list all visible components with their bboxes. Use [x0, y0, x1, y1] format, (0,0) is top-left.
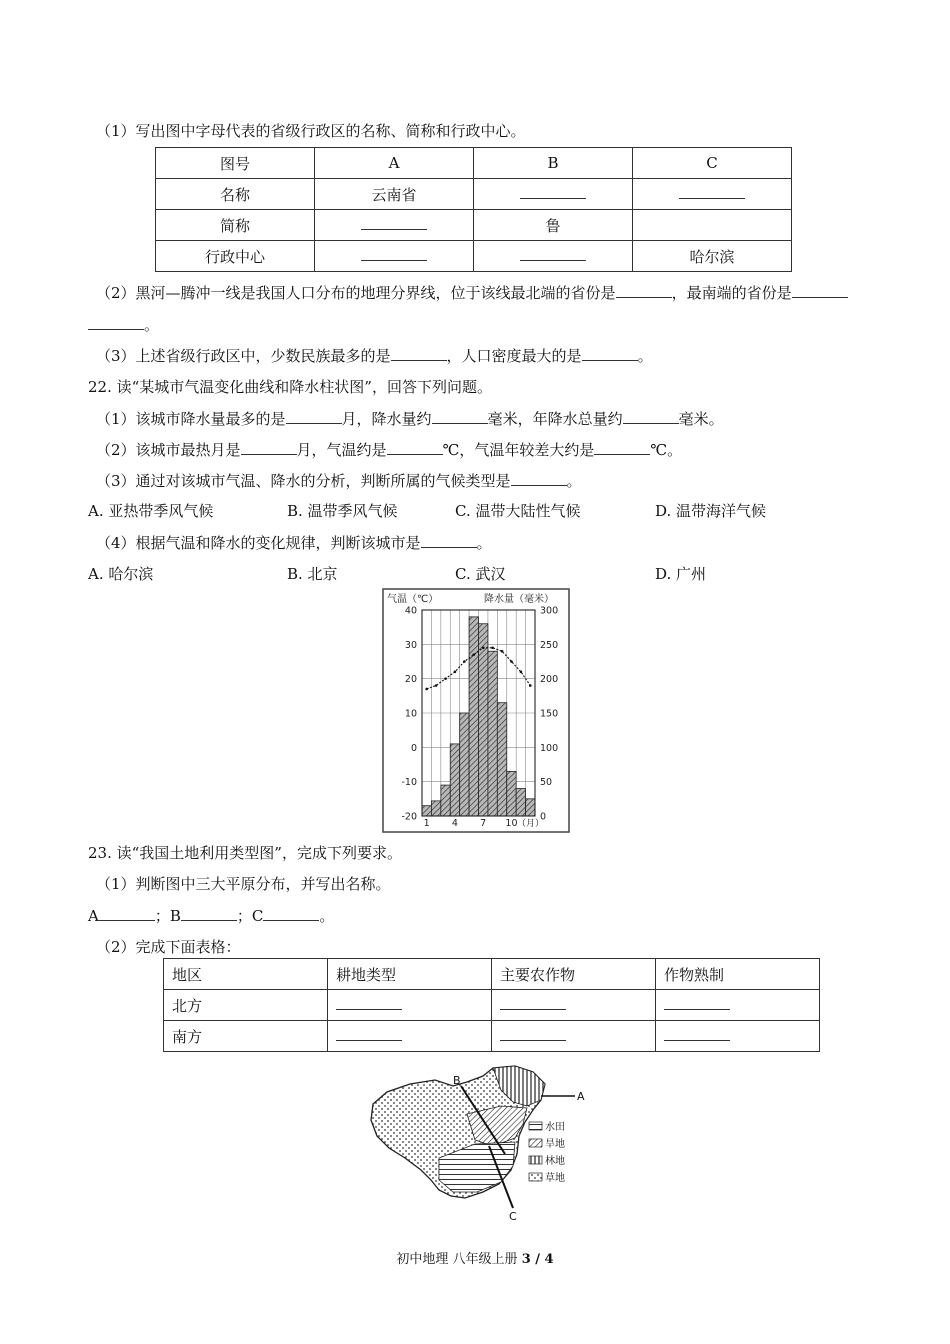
- q21-table: [155, 147, 792, 272]
- answer-blank[interactable]: [582, 346, 638, 361]
- q23-p1-end: 。: [319, 907, 335, 925]
- option-d[interactable]: D. 温带海洋气候: [655, 502, 767, 520]
- option-c[interactable]: C. 武汉: [455, 565, 506, 583]
- answer-blank[interactable]: [88, 315, 144, 330]
- legend-grass: 草地: [545, 1173, 565, 1184]
- option-a[interactable]: A. 哈尔滨: [88, 565, 154, 583]
- y-left-tick-label: 40: [404, 605, 417, 617]
- answer-blank[interactable]: [315, 241, 474, 272]
- temperature-point: [482, 646, 485, 649]
- q22-part2: [96, 439, 682, 460]
- legend-dryland-swatch: [529, 1139, 542, 1147]
- q23-title: 23. 读“我国土地利用类型图”，完成下列要求。: [88, 844, 402, 862]
- cell-value: 哈尔滨: [633, 241, 792, 272]
- precip-bar: [431, 801, 440, 816]
- answer-blank[interactable]: [511, 471, 567, 486]
- option-c[interactable]: C. 温带大陆性气候: [455, 502, 581, 520]
- precip-bar: [441, 785, 450, 816]
- table-header: 耕地类型: [328, 959, 492, 990]
- y-right-tick-label: 150: [540, 708, 559, 720]
- q22-title: 22. 读“某城市气温变化曲线和降水柱状图”，回答下列问题。: [88, 378, 492, 396]
- table-row: [156, 179, 792, 210]
- q22-p4-end: 。: [476, 534, 492, 552]
- option-d[interactable]: D. 广州: [655, 565, 707, 583]
- table-row: [164, 1021, 820, 1052]
- q22-part3: [96, 470, 582, 491]
- x-tick-label: 7: [480, 818, 487, 829]
- chart-title-left: 气温（℃）: [387, 594, 439, 605]
- x-tick-label: 10: [505, 818, 518, 829]
- map-label-c: C: [509, 1210, 517, 1222]
- answer-blank[interactable]: [474, 241, 633, 272]
- answer-blank[interactable]: [792, 283, 848, 298]
- y-left-tick-label: -10: [401, 777, 417, 789]
- precip-bar: [507, 771, 516, 816]
- q22-p3-text-a: （3）通过对该城市气温、降水的分析，判断所属的气候类型是: [96, 472, 511, 490]
- answer-blank[interactable]: [492, 990, 656, 1021]
- answer-blank[interactable]: [623, 409, 679, 424]
- q22-p3-end: 。: [566, 472, 582, 490]
- answer-blank[interactable]: [387, 440, 443, 455]
- cell-value: 云南省: [315, 179, 474, 210]
- precip-bar: [469, 617, 478, 816]
- q21-part2-cont: [88, 314, 159, 335]
- q21-part3-end: 。: [637, 347, 653, 365]
- chart-title-right: 降水量（毫米）: [484, 594, 554, 605]
- precip-bar: [460, 713, 469, 816]
- q22-p1-text-d: 毫米。: [678, 410, 724, 428]
- q22-p2-text-b: 月，气温约是: [296, 441, 387, 459]
- temperature-point: [454, 671, 457, 674]
- row-label: 简称: [156, 210, 315, 241]
- legend-forest-swatch: [529, 1156, 542, 1164]
- answer-blank[interactable]: [181, 906, 237, 921]
- row-label: 名称: [156, 179, 315, 210]
- table-row: [164, 990, 820, 1021]
- precip-bar: [526, 799, 535, 816]
- temperature-point: [491, 646, 494, 649]
- precip-bar: [450, 744, 459, 816]
- temperature-point: [472, 653, 475, 656]
- q23-label-c: ；C: [236, 907, 264, 925]
- answer-blank[interactable]: [421, 533, 477, 548]
- table-header: 图号: [156, 148, 315, 179]
- q21-part3-text-a: （3）上述省级行政区中，少数民族最多的是: [96, 347, 391, 365]
- map-legend: [529, 1120, 565, 1184]
- footer-text: 初中地理 八年级上册: [396, 1252, 522, 1267]
- answer-blank[interactable]: [656, 990, 820, 1021]
- q21-part3-text-b: ，人口密度最大的是: [446, 347, 582, 365]
- y-left-tick-label: 20: [404, 674, 417, 686]
- y-right-tick-label: 100: [540, 742, 559, 754]
- q22-p1-text-c: 毫米，年降水总量约: [487, 410, 623, 428]
- legend-paddy: 水田: [545, 1122, 565, 1133]
- answer-blank[interactable]: [656, 1021, 820, 1052]
- page-footer: [0, 1248, 950, 1267]
- cell-value: 鲁: [474, 210, 633, 241]
- table-header: 作物熟制: [656, 959, 820, 990]
- table-row: [156, 241, 792, 272]
- q22-part1: [96, 408, 724, 429]
- y-left-tick-label: 30: [404, 639, 417, 651]
- table-header: A: [315, 148, 474, 179]
- q22-p2-text-a: （2）该城市最热月是: [96, 441, 241, 459]
- q22-p2-text-d: ℃。: [650, 441, 683, 459]
- row-label: 北方: [164, 990, 328, 1021]
- table-row: [164, 959, 820, 990]
- y-right-tick-label: 0: [540, 811, 547, 823]
- table-header: B: [474, 148, 633, 179]
- page-number: 3 / 4: [521, 1252, 554, 1267]
- answer-blank[interactable]: [328, 1021, 492, 1052]
- q21-part2-text-a: （2）黑河—腾冲一线是我国人口分布的地理分界线，位于该线最北端的省份是: [96, 284, 616, 302]
- y-left-tick-label: -20: [401, 811, 417, 823]
- q23-part1: （1）判断图中三大平原分布，并写出名称。: [96, 875, 391, 893]
- q23-label-a: A: [88, 907, 99, 925]
- x-tick-label: 1: [423, 818, 430, 829]
- answer-blank[interactable]: [263, 906, 319, 921]
- map-label-b: B: [453, 1074, 461, 1087]
- precip-bar: [479, 624, 488, 816]
- precip-bar: [488, 651, 497, 816]
- answer-blank[interactable]: [241, 440, 297, 455]
- empty-cell: [633, 210, 792, 241]
- legend-paddy-swatch: [529, 1122, 542, 1130]
- temperature-point: [444, 677, 447, 680]
- option-b[interactable]: B. 北京: [287, 565, 338, 583]
- answer-blank[interactable]: [328, 990, 492, 1021]
- map-label-a: A: [577, 1090, 585, 1103]
- x-axis-unit: （月）: [517, 819, 545, 829]
- legend-grass-swatch: [529, 1173, 542, 1181]
- land-use-map: [365, 1062, 597, 1222]
- temperature-point: [425, 688, 428, 691]
- precip-bar: [516, 789, 525, 816]
- answer-blank[interactable]: [594, 440, 650, 455]
- q21-part2-end: 。: [144, 316, 160, 334]
- answer-blank[interactable]: [315, 210, 474, 241]
- answer-blank[interactable]: [492, 1021, 656, 1052]
- q21-part2: [96, 282, 848, 303]
- q22-p1-text-a: （1）该城市降水量最多的是: [96, 410, 286, 428]
- table-row: [156, 148, 792, 179]
- answer-blank[interactable]: [432, 409, 488, 424]
- x-tick-label: 4: [451, 818, 458, 829]
- table-row: [156, 210, 792, 241]
- q23-part2: （2）完成下面表格：: [96, 938, 241, 956]
- q23-table: [163, 958, 820, 1052]
- climate-chart: [382, 588, 570, 833]
- answer-blank[interactable]: [616, 283, 672, 298]
- q21-part2-text-b: ，最南端的省份是: [671, 284, 792, 302]
- temperature-point: [435, 684, 438, 687]
- temperature-point: [529, 684, 532, 687]
- answer-blank[interactable]: [633, 179, 792, 210]
- q22-p1-text-b: 月，降水量约: [341, 410, 432, 428]
- q22-p4-text-a: （4）根据气温和降水的变化规律，判断该城市是: [96, 534, 421, 552]
- legend-forest: 林地: [545, 1156, 565, 1167]
- q22-p2-text-c: ℃，气温年较差大约是: [442, 441, 595, 459]
- y-right-tick-label: 50: [540, 777, 553, 789]
- option-a[interactable]: A. 亚热带季风气候: [88, 502, 214, 520]
- q23-label-b: ；B: [154, 907, 181, 925]
- y-left-tick-label: 0: [410, 742, 417, 754]
- answer-blank[interactable]: [99, 906, 155, 921]
- precip-bar: [422, 806, 431, 816]
- table-header: 地区: [164, 959, 328, 990]
- table-header: 主要农作物: [492, 959, 656, 990]
- precip-bar: [497, 703, 506, 816]
- temperature-point: [463, 660, 466, 663]
- q22-part4: [96, 532, 492, 553]
- row-label: 行政中心: [156, 241, 315, 272]
- y-left-tick-label: 10: [404, 708, 417, 720]
- temperature-point: [501, 650, 504, 653]
- option-b[interactable]: B. 温带季风气候: [287, 502, 398, 520]
- table-header: C: [633, 148, 792, 179]
- y-right-tick-label: 300: [540, 605, 559, 617]
- row-label: 南方: [164, 1021, 328, 1052]
- y-right-tick-label: 200: [540, 674, 559, 686]
- q21-part1: （1）写出图中字母代表的省级行政区的名称、简称和行政中心。: [96, 122, 526, 140]
- answer-blank[interactable]: [391, 346, 447, 361]
- legend-dryland: 旱地: [545, 1139, 565, 1150]
- y-right-tick-label: 250: [540, 639, 559, 651]
- answer-blank[interactable]: [474, 179, 633, 210]
- temperature-point: [510, 660, 513, 663]
- answer-blank[interactable]: [286, 409, 342, 424]
- temperature-point: [520, 671, 523, 674]
- q23-part1-answers: [88, 905, 334, 926]
- q21-part3: [96, 345, 653, 366]
